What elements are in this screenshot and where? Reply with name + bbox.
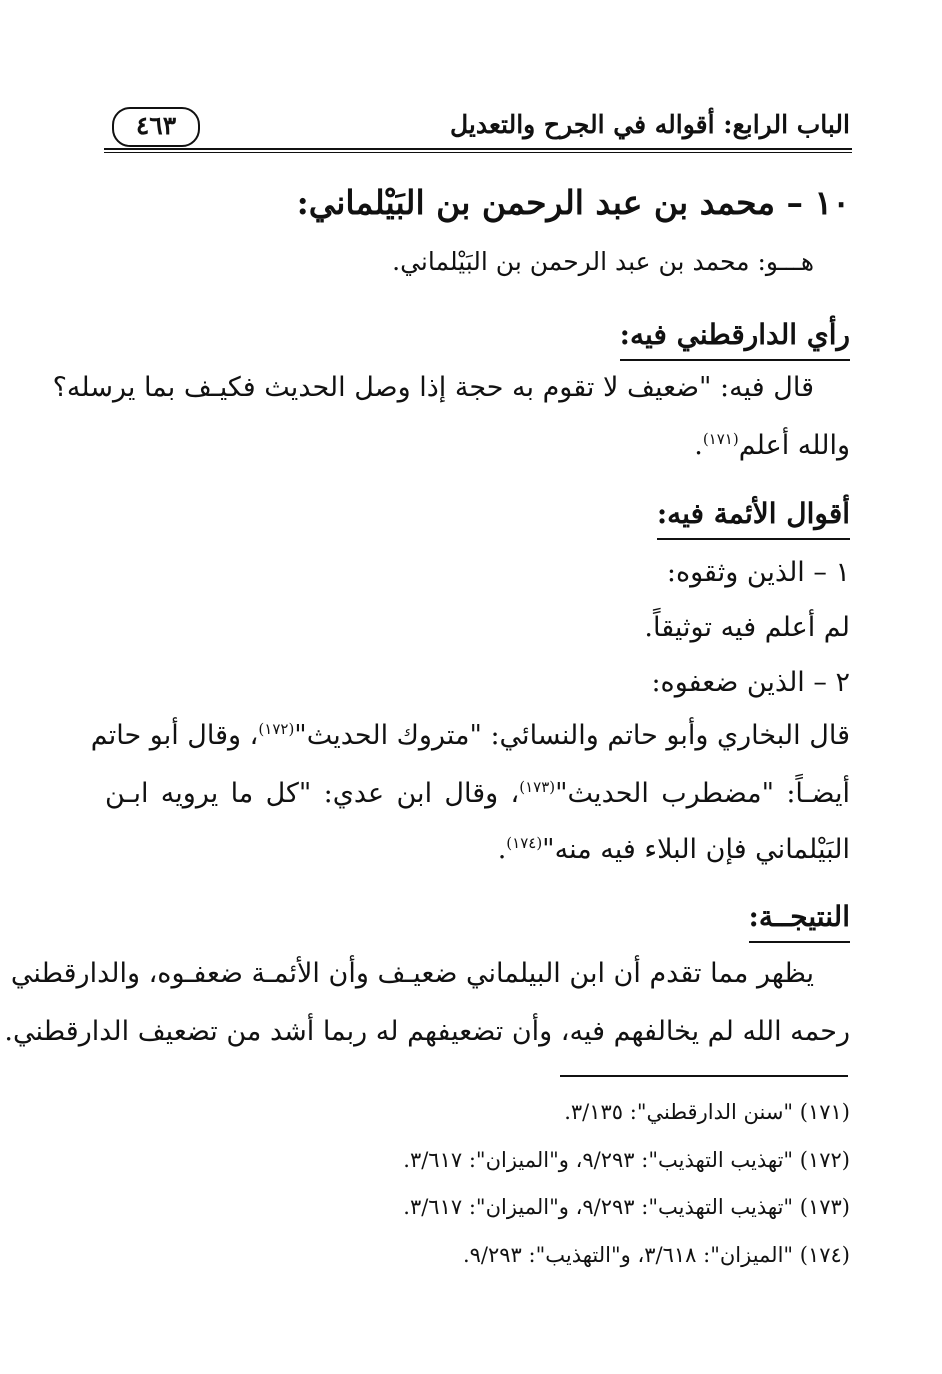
weakened-paragraph-line3: البَيْلماني فإن البلاء فيه منه"$^{(١٧٤)}$. [497, 834, 850, 865]
chapter-title: الباب الرابع: أقواله في الجرح والتعديل [449, 110, 850, 139]
section-heading-imams: أقوال الأئمة فيه: [657, 497, 850, 540]
footnote-174: (١٧٤) "الميزان": ٣/٦١٨، و"التهذيب": ٩/٢٩٣. [462, 1243, 850, 1267]
list-item-trusted-text: لم أعلم فيه توثيقاً. [644, 612, 850, 643]
footnote-172: (١٧٢) "تهذيب التهذيب": ٩/٢٩٣، و"الميزان": ٣/٦١٧. [403, 1148, 850, 1172]
header-rule-thin [104, 152, 852, 153]
footnote-173: (١٧٣) "تهذيب التهذيب": ٩/٢٩٣، و"الميزان": ٣/٦١٧. [403, 1195, 850, 1219]
page-number-badge: ٤٦٣ [112, 107, 200, 147]
list-item-weakened-label: ٢ – الذين ضعفوه: [651, 667, 850, 698]
result-line1: يظهر مما تقدم أن ابن البيلماني ضعيـف وأن الأئمـة ضعفـوه، والدارقطني [10, 958, 814, 989]
daraqutni-quote-line2: والله أعلم$^{(١٧١)}$. [694, 430, 850, 461]
footnote-separator [560, 1075, 848, 1077]
header-rule [104, 148, 852, 150]
footnote-ref-173[interactable]: (١٧٣) [519, 778, 556, 796]
daraqutni-quote-line1: قال فيه: "ضعيف لا تقوم به حجة إذا وصل الحديث فكيـف بما يرسله؟ [52, 372, 814, 403]
section-heading-result: النتيجــة: [749, 900, 851, 943]
section-heading-daraqutni: رأي الدارقطني فيه: [620, 318, 850, 361]
weakened-paragraph-line1: قال البخاري وأبو حاتم والنسائي: "متروك الحديث"$^{(١٧٢)}$، وقال أبو حاتم [90, 720, 850, 751]
entry-title: ١٠ – محمد بن عبد الرحمن بن البَيْلماني: [296, 183, 850, 222]
weakened-paragraph-line2: أيضـاً: "مضطرب الحديث"$^{(١٧٣)}$، وقال ابن عدي: "كل ما يرويه ابـن [105, 778, 850, 809]
entry-identity: هـــو: محمد بن عبد الرحمن بن البَيْلماني. [392, 247, 814, 276]
footnote-ref-172[interactable]: (١٧٢) [258, 720, 295, 738]
footnote-171: (١٧١) "سنن الدارقطني": ٣/١٣٥. [564, 1100, 850, 1124]
result-line2: رحمه الله لم يخالفهم فيه، وأن تضعيفهم له ربما أشد من تضعيف الدارقطني. [4, 1016, 850, 1047]
footnote-ref-171[interactable]: (١٧١) [702, 430, 739, 448]
list-item-trusted-label: ١ – الذين وثقوه: [666, 557, 850, 588]
footnote-ref-174[interactable]: (١٧٤) [506, 834, 543, 852]
